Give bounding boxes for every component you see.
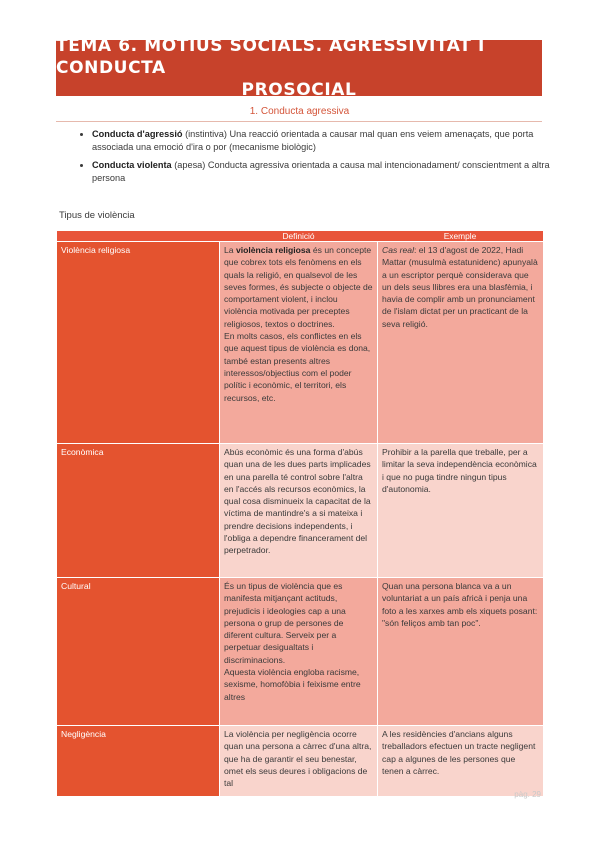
definition-term: Conducta violenta	[92, 160, 172, 170]
definition-cell: La violència per negligència ocorre quan una persona a càrrec d'una altra, que ha de garantir el seu benestar, omet els seus deures i obligacions de tal	[220, 726, 378, 796]
section-underline	[56, 121, 542, 122]
types-label: Tipus de violència	[59, 210, 135, 221]
table-row	[57, 242, 543, 444]
type-cell: Cultural	[57, 578, 220, 726]
definition-text: (instintiva) Una reacció orientada a causar mal quan ens veiem amenaçats, que porta associada una emoció d'ira o por (mecanisme biològic)	[92, 129, 534, 152]
definition-cell: Abús econòmic és una forma d'abús quan una de les dues parts implicades en una parella té control sobre l'altra en l'accés als recursos econòmics, la qual cosa disminueix la capacitat de la víctima de mantindre's a si mateixa i prendre decisions independents, i l'obliga a dependre financerament del perpetrador.	[220, 444, 378, 578]
page-number: pàg. 29	[514, 790, 541, 799]
definitions-list	[74, 128, 562, 190]
definition-cell: És un tipus de violència que es manifesta mitjançant actituds, prejudicis i ideologies cap a una persona o grup de persones de diferent cultura. Serveix per a perpetuar desigualtats i discriminacions. Aquesta violència engloba racisme, sexisme, homofòbia i feixisme entre altres	[220, 578, 378, 726]
example-cell: Quan una persona blanca va a un voluntariat a un país africà i penja una foto a les xarxes amb els xiquets posant: "són feliços amb tan poc".	[378, 578, 543, 726]
header-exemple: Exemple	[378, 231, 543, 242]
type-cell: Negligència	[57, 726, 220, 796]
type-cell: Econòmica	[57, 444, 220, 578]
example-cell: Prohibir a la parella que treballe, per a limitar la seva independència econòmica i que no puga tindre ningun tipus d'autonomia.	[378, 444, 543, 578]
definition-term: Conducta d'agressió	[92, 129, 183, 139]
violence-types-table	[56, 231, 543, 796]
table-row	[57, 444, 543, 578]
definition-cell: La violència religiosa és un concepte que cobrex tots els fenòmens en els quals la religió, en qualsevol de les seves formes, és subjecte o objecte de comportament violent, i inclou violència motivada per preceptes religiosos, textos o doctrines. En molts casos, els conflictes en els que aquest tipus de violència es dona, també estan presents altres interessos/objectius com el poder polític i econòmic, el territori, els recursos, etc.	[220, 242, 378, 444]
header-definicio: Definició	[220, 231, 378, 242]
example-cell: Cas real: el 13 d'agost de 2022, Hadi Mattar (musulmà estatunidenc) apunyalà a un escriptor perquè considerava que un dels seus llibres era una blasfèmia, i havia de complir amb un pronunciament de l'islam dictat per un practicant de la seva religió.	[378, 242, 543, 444]
table-header-row	[57, 231, 543, 242]
example-cell: A les residències d'ancians alguns treballadors efectuen un tracte negligent cap a algunes de les persones que tenen a càrrec.	[378, 726, 543, 796]
table-row	[57, 726, 543, 796]
page-title-line2: PROSOCIAL	[241, 80, 357, 100]
section-heading: 1. Conducta agressiva	[249, 106, 350, 117]
definition-item	[92, 128, 562, 154]
definition-text: (apesa) Conducta agressiva orientada a causa mal intencionadament/ conscientment a altra persona	[92, 160, 550, 183]
type-cell: Violència religiosa	[57, 242, 220, 444]
header-blank	[57, 231, 220, 242]
definition-item	[92, 159, 562, 185]
title-band	[56, 36, 542, 100]
table-row	[57, 578, 543, 726]
page-title-line1: TEMA 6. MOTIUS SOCIALS. AGRESSIVITAT I CONDUCTA	[56, 36, 485, 78]
